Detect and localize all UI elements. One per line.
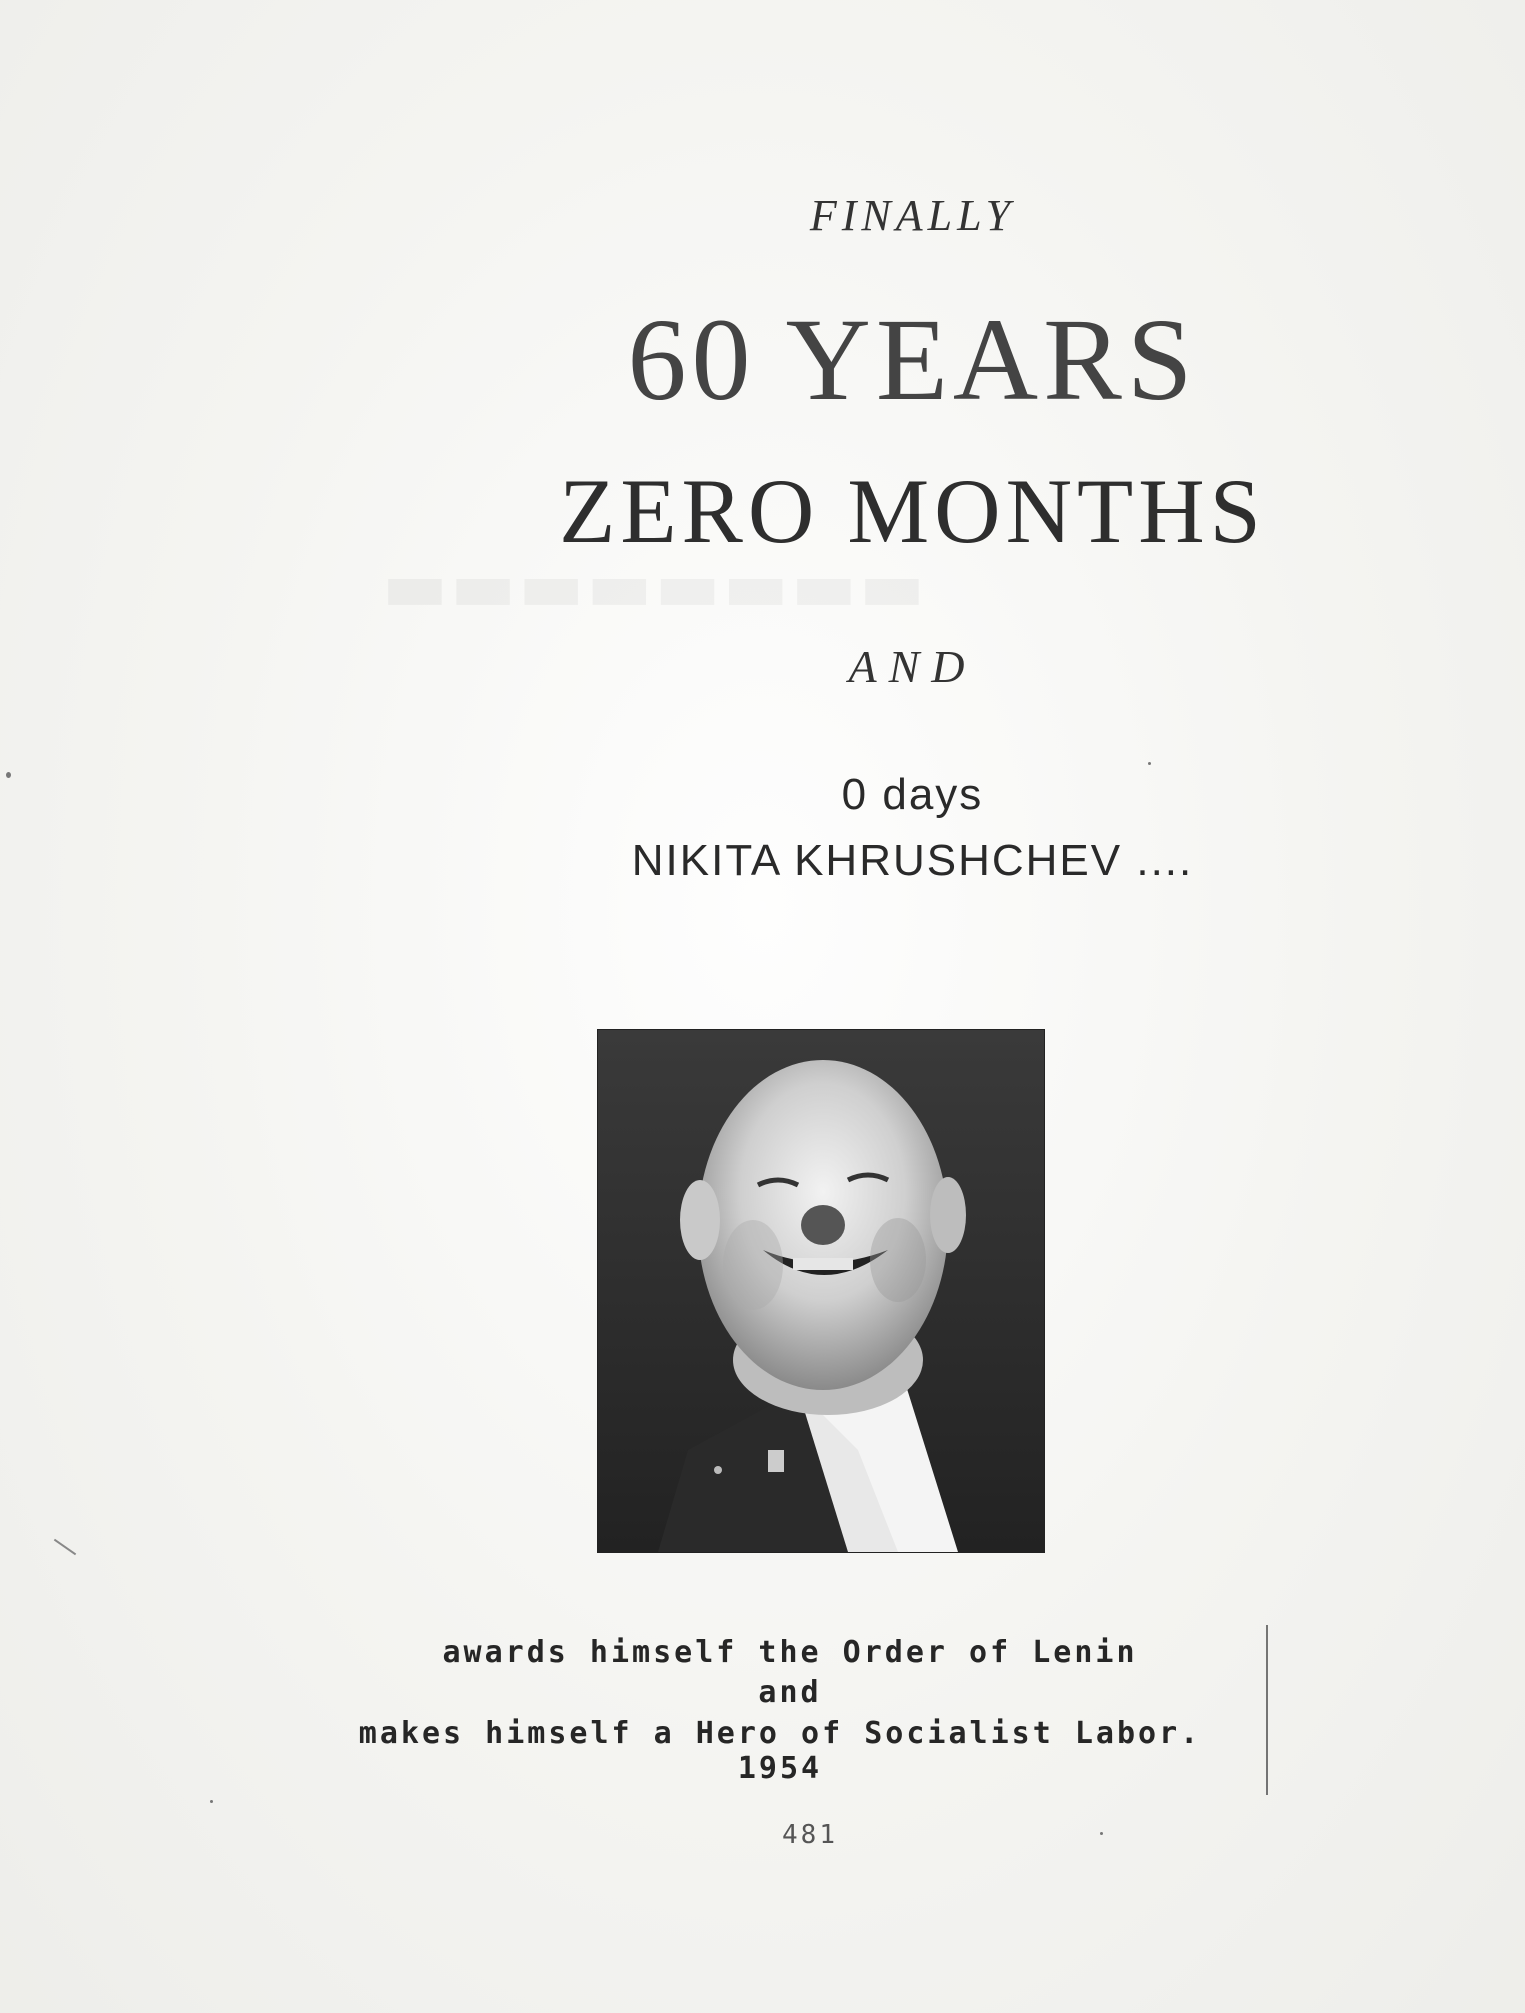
scan-speck bbox=[210, 1800, 213, 1803]
months-heading: ZERO MONTHS bbox=[559, 460, 1266, 562]
portrait-photo-icon bbox=[598, 1030, 1044, 1552]
page-number: 481 bbox=[782, 1820, 838, 1850]
scan-speck bbox=[1148, 762, 1151, 765]
caption-line-2: and bbox=[758, 1675, 822, 1710]
margin-rule bbox=[1266, 1625, 1268, 1795]
name-label: NIKITA KHRUSHCHEV .... bbox=[631, 836, 1194, 885]
bleed-through-text: ▬▬▬▬▬▬▬▬ bbox=[380, 545, 926, 627]
caption-line-3: makes himself a Hero of Socialist Labor. 1954 bbox=[358, 1716, 1202, 1786]
years-heading: 60 YEARS bbox=[627, 294, 1198, 425]
and-label: AND bbox=[848, 641, 977, 692]
scan-speck bbox=[1100, 1832, 1103, 1835]
days-label: 0 days bbox=[841, 770, 984, 819]
caption-line-1: awards himself the Order of Lenin bbox=[442, 1635, 1138, 1670]
scan-speck bbox=[54, 1539, 76, 1556]
finally-label: FINALLY bbox=[809, 191, 1016, 240]
portrait-photo bbox=[598, 1030, 1044, 1552]
scan-speck bbox=[6, 772, 11, 778]
